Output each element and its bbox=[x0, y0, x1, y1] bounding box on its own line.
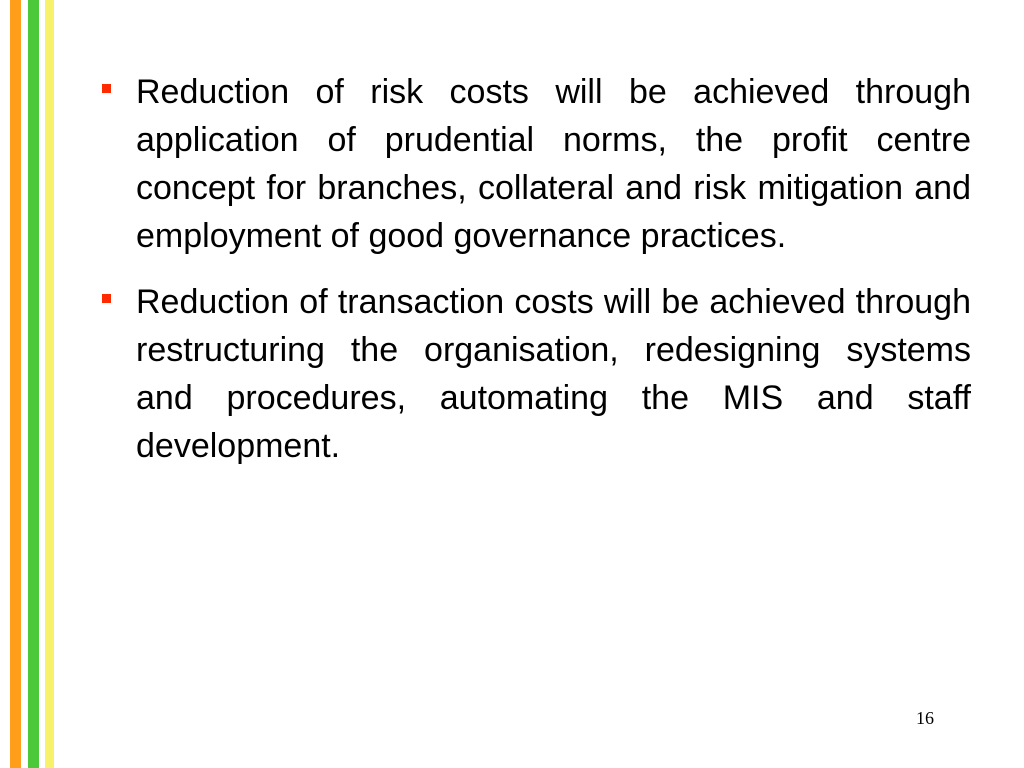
decorative-stripe-yellow bbox=[45, 0, 54, 768]
bullet-item bbox=[95, 68, 971, 260]
decorative-stripe-green bbox=[28, 0, 39, 768]
bullet-list bbox=[95, 68, 971, 488]
square-bullet-icon bbox=[102, 294, 111, 303]
bullet-text: Reduction of transaction costs will be achieved through restructuring the organisation, redesigning systems and procedures, automating the MIS and staff development. bbox=[136, 283, 971, 465]
square-bullet-icon bbox=[102, 84, 111, 93]
decorative-stripe-orange bbox=[10, 0, 21, 768]
page-number: 16 bbox=[916, 708, 934, 728]
bullet-text: Reduction of risk costs will be achieved through application of prudential norms, the profit centre concept for branches, collateral and risk mitigation and employment of good governance practices. bbox=[136, 73, 971, 255]
bullet-item bbox=[95, 278, 971, 470]
